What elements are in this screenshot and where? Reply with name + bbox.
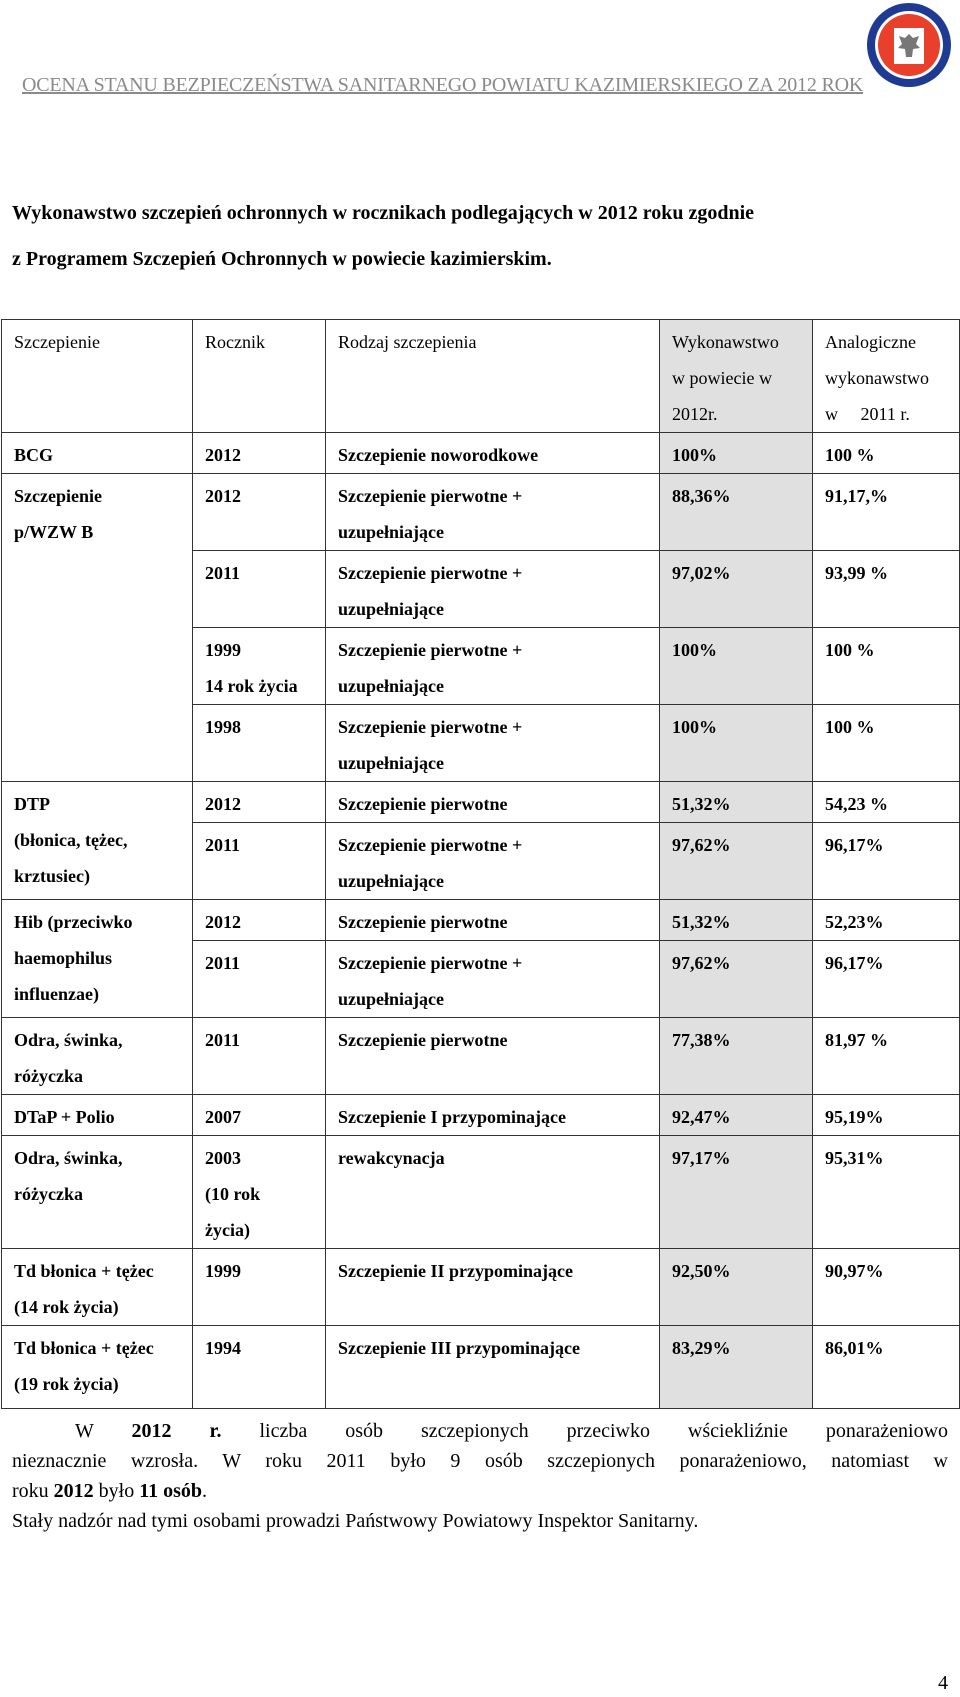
vaccine-name-cell [2,900,193,1018]
vaccine-name-cell [2,474,193,782]
cell-line: 2012 [205,486,241,506]
vaccination-type-cell [326,1095,660,1136]
cell-line: Szczepienie pierwotne [338,912,508,932]
coverage-2011-cell: 81,97 % [813,1018,960,1095]
paragraph-line-1 [12,1416,948,1446]
cell-line: Szczepienie I przypominające [338,1107,566,1127]
vaccination-type-cell [326,1249,660,1326]
year-cell [193,1326,326,1409]
vaccination-type-cell [326,941,660,1018]
coverage-2011-cell: 86,01% [813,1326,960,1409]
cell-line: 2012r. [672,404,718,424]
vaccination-type-cell [326,1018,660,1095]
cell-line: 1994 [205,1338,241,1358]
cell-line: w 2011 r. [825,404,910,424]
cell-line: haemophilus [14,948,113,968]
cell-line: (10 rok [205,1184,261,1204]
sanitary-inspection-logo [866,2,952,88]
cell-line: Szczepienie noworodkowe [338,445,539,465]
cell-line: Szczepienie III przypominające [338,1338,580,1358]
coverage-2011-cell: 96,17% [813,941,960,1018]
cell-line: Szczepienie pierwotne [338,794,508,814]
text: było [93,1480,140,1502]
year-cell [193,823,326,900]
vaccination-type-cell [326,1136,660,1249]
coverage-2012-cell: 97,02% [660,551,813,628]
cell-line: krztusiec) [14,866,90,886]
bold-text: 11 osób [139,1480,203,1502]
column-header [193,320,326,433]
year-cell [193,1249,326,1326]
cell-line: (błonica, tężec, [14,830,128,850]
coverage-2012-cell: 97,62% [660,823,813,900]
cell-line: 2011 [205,563,241,583]
bold-text: 2012 [53,1480,94,1502]
table-row [2,1136,960,1249]
cell-line: Odra, świnka, [14,1030,123,1050]
coverage-2011-cell: 52,23% [813,900,960,941]
cell-line: (19 rok życia) [14,1374,119,1394]
title-line-2: z Programem Szczepień Ochronnych w powiecie kazimierskim. [12,248,552,270]
vaccination-type-cell [326,900,660,941]
paragraph-line-3 [12,1476,948,1506]
vaccine-name-cell [2,1136,193,1249]
cell-line: 2003 [205,1148,241,1168]
vaccination-type-cell [326,782,660,823]
vaccine-name-cell [2,1018,193,1095]
year-cell [193,1095,326,1136]
vaccination-table [1,319,960,1409]
cell-line: w powiecie w [672,368,772,388]
page-number: 4 [938,1672,948,1694]
column-header [2,320,193,433]
vaccination-type-cell [326,628,660,705]
column-header [660,320,813,433]
cell-line: rewakcynacja [338,1148,445,1168]
year-cell [193,433,326,474]
coverage-2012-cell: 92,50% [660,1249,813,1326]
coverage-2012-cell: 83,29% [660,1326,813,1409]
table-row [2,900,960,941]
coverage-2011-cell: 90,97% [813,1249,960,1326]
cell-line: Analogiczne [825,332,916,352]
cell-line: uzupełniające [338,522,444,542]
cell-line: uzupełniające [338,676,444,696]
coverage-2011-cell: 54,23 % [813,782,960,823]
coverage-2012-cell: 77,38% [660,1018,813,1095]
text: roku [12,1480,54,1502]
cell-line: 2011 [205,953,241,973]
cell-line: różyczka [14,1066,83,1086]
vaccine-name-cell [2,1249,193,1326]
cell-line: 2012 [205,912,241,932]
cell-line: DTP [14,794,50,814]
cell-line: uzupełniające [338,871,444,891]
cell-line: 1999 [205,1261,241,1281]
coverage-2012-cell: 51,32% [660,782,813,823]
cell-line: (14 rok życia) [14,1297,119,1317]
cell-line: Szczepienie [14,486,102,506]
vaccination-type-cell [326,823,660,900]
cell-line: 14 rok życia [205,676,298,696]
section-title [12,190,952,282]
cell-line: Szczepienie pierwotne + [338,486,523,506]
column-header [813,320,960,433]
text: . [202,1480,208,1502]
coverage-2011-cell: 95,31% [813,1136,960,1249]
bold-text: 2012 r. [131,1420,222,1442]
coverage-2011-cell: 91,17,% [813,474,960,551]
running-header: OCENA STANU BEZPIECZEŃSTWA SANITARNEGO POWIATU KAZIMIERSKIEGO ZA 2012 ROK [22,74,864,96]
cell-line: uzupełniające [338,989,444,1009]
cell-line: różyczka [14,1184,83,1204]
table-row [2,782,960,823]
cell-line: 1998 [205,717,241,737]
vaccine-name-cell [2,782,193,900]
year-cell [193,705,326,782]
cell-line: Szczepienie pierwotne + [338,563,523,583]
cell-line: Td błonica + tężec [14,1338,154,1358]
cell-line: Rodzaj szczepienia [338,332,477,352]
cell-line: Szczepienie [14,332,100,352]
cell-line: Rocznik [205,332,265,352]
paragraph-line-2: nieznacznie wzrosła. W roku 2011 było 9 osób szczepionych ponarażeniowo, natomiast w [12,1450,948,1472]
paragraph-line-4: Stały nadzór nad tymi osobami prowadzi Państwowy Powiatowy Inspektor Sanitarny. [12,1510,699,1532]
coverage-2011-cell: 96,17% [813,823,960,900]
vaccination-type-cell [326,1326,660,1409]
table-row [2,1249,960,1326]
cell-line: 2012 [205,445,241,465]
cell-line: życia) [205,1220,250,1240]
coverage-2011-cell: 100 % [813,705,960,782]
cell-line: Hib (przeciwko [14,912,133,932]
cell-line: Szczepienie II przypominające [338,1261,573,1281]
table-header-row [2,320,960,433]
coverage-2012-cell: 51,32% [660,900,813,941]
cell-line: 2011 [205,835,241,855]
year-cell [193,628,326,705]
coverage-2012-cell: 100% [660,433,813,474]
vaccination-type-cell [326,551,660,628]
vaccine-name-cell [2,1326,193,1409]
year-cell [193,1136,326,1249]
cell-line: 1999 [205,640,241,660]
cell-line: Wykonawstwo [672,332,779,352]
cell-line: Szczepienie pierwotne [338,1030,508,1050]
cell-line: DTaP + Polio [14,1107,115,1127]
cell-line: Szczepienie pierwotne + [338,835,523,855]
coverage-2011-cell: 100 % [813,433,960,474]
table-row [2,1326,960,1409]
cell-line: Odra, świnka, [14,1148,123,1168]
title-line-1: Wykonawstwo szczepień ochronnych w rocznikach podlegających w 2012 roku zgodnie [12,202,755,224]
vaccination-type-cell [326,433,660,474]
coverage-2012-cell: 97,62% [660,941,813,1018]
cell-line: Td błonica + tężec [14,1261,154,1281]
table-row [2,433,960,474]
cell-line: 2011 [205,1030,241,1050]
column-header [326,320,660,433]
coverage-2011-cell: 100 % [813,628,960,705]
cell-line: BCG [14,445,54,465]
year-cell [193,551,326,628]
table-row [2,1018,960,1095]
year-cell [193,941,326,1018]
year-cell [193,900,326,941]
coverage-2011-cell: 93,99 % [813,551,960,628]
cell-line: Szczepienie pierwotne + [338,953,523,973]
vaccination-type-cell [326,474,660,551]
year-cell [193,474,326,551]
coverage-2012-cell: 92,47% [660,1095,813,1136]
cell-line: uzupełniające [338,599,444,619]
vaccine-name-cell [2,433,193,474]
year-cell [193,1018,326,1095]
table-row [2,474,960,551]
vaccination-type-cell [326,705,660,782]
coverage-2012-cell: 88,36% [660,474,813,551]
cell-line: p/WZW B [14,522,94,542]
table-row [2,1095,960,1136]
text: liczba osób szczepionych przeciwko wściekliźnie ponarażeniowo [221,1420,949,1442]
cell-line: wykonawstwo [825,368,929,388]
cell-line: 2007 [205,1107,241,1127]
coverage-2012-cell: 100% [660,628,813,705]
cell-line: influenzae) [14,984,99,1004]
coverage-2012-cell: 100% [660,705,813,782]
coverage-2012-cell: 97,17% [660,1136,813,1249]
cell-line: Szczepienie pierwotne + [338,640,523,660]
coverage-2011-cell: 95,19% [813,1095,960,1136]
cell-line: 2012 [205,794,241,814]
text: W [75,1420,132,1442]
cell-line: uzupełniające [338,753,444,773]
vaccine-name-cell [2,1095,193,1136]
cell-line: Szczepienie pierwotne + [338,717,523,737]
year-cell [193,782,326,823]
